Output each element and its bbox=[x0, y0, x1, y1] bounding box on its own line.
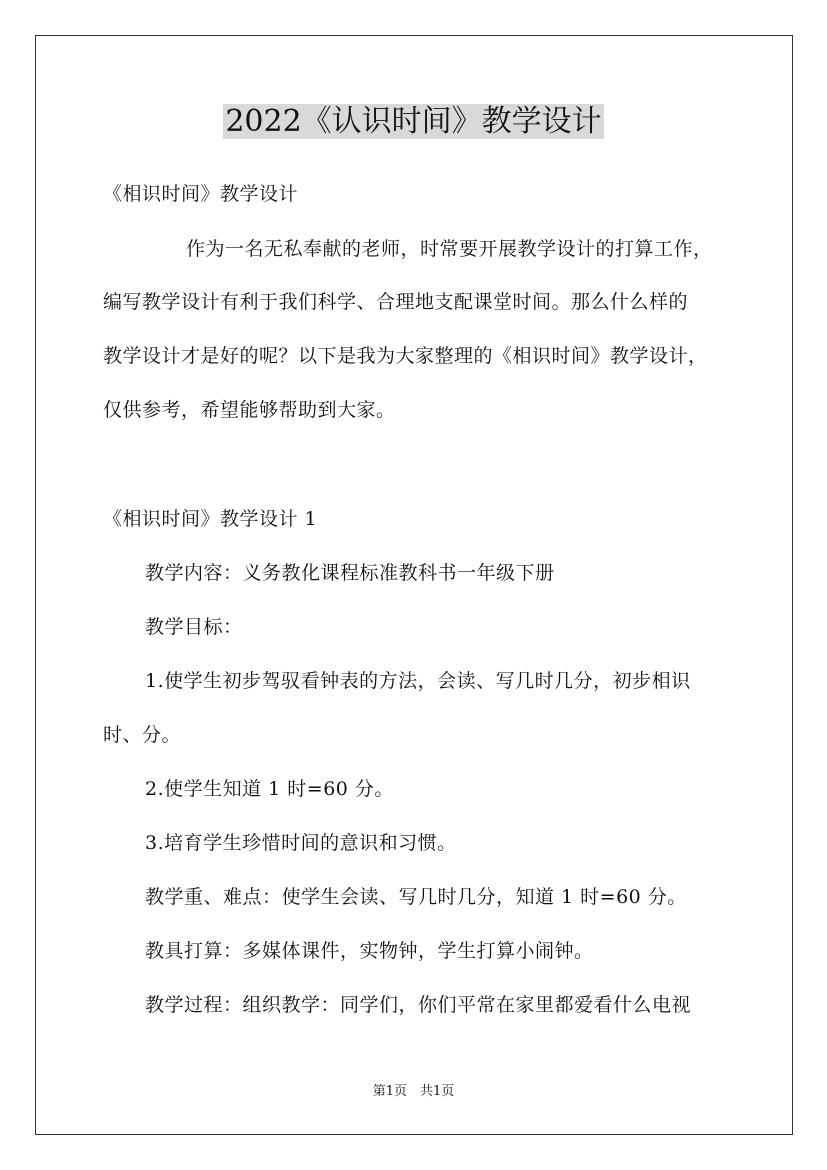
intro-line-2: 编写教学设计有利于我们科学、合理地支配课堂时间。那么什么样的 bbox=[103, 291, 689, 313]
document-title-text: 2022《认识时间》教学设计 bbox=[225, 104, 602, 139]
page-number-footer: 第1页 共1页 bbox=[372, 1084, 455, 1099]
key-points: 教学重、难点：使学生会读、写几时几分，知道 1 时=60 分。 bbox=[145, 886, 687, 908]
goal-1-line-2: 时、分。 bbox=[103, 724, 182, 746]
goal-1-line-1: 1.使学生初步驾驭看钟表的方法，会读、写几时几分，初步相识 bbox=[145, 670, 691, 692]
goal-2: 2.使学生知道 1 时=60 分。 bbox=[145, 778, 394, 800]
teaching-content: 教学内容：义务教化课程标准教科书一年级下册 bbox=[145, 562, 555, 584]
teaching-process: 教学过程：组织教学：同学们，你们平常在家里都爱看什么电视 bbox=[145, 994, 692, 1016]
goal-3: 3.培育学生珍惜时间的意识和习惯。 bbox=[145, 832, 457, 854]
subtitle: 《相识时间》教学设计 bbox=[103, 183, 299, 205]
section-heading: 《相识时间》教学设计 1 bbox=[103, 508, 318, 530]
intro-line-1: 作为一名无私奉献的老师，时常要开展教学设计的打算工作， bbox=[186, 238, 713, 260]
intro-line-3: 教学设计才是好的呢？以下是我为大家整理的《相识时间》教学设计， bbox=[103, 345, 708, 367]
intro-line-4: 仅供参考，希望能够帮助到大家。 bbox=[103, 399, 396, 421]
teaching-goals-label: 教学目标： bbox=[145, 616, 243, 638]
document-title bbox=[0, 102, 827, 142]
teaching-materials: 教具打算：多媒体课件，实物钟，学生打算小闹钟。 bbox=[145, 940, 594, 962]
